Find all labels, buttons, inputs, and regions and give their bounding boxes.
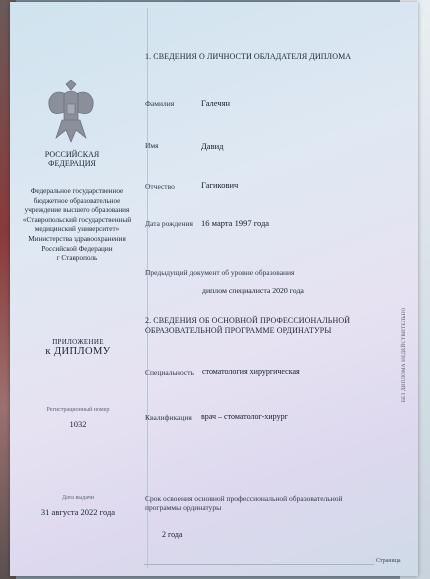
specialty-label: Специальность [145, 368, 194, 377]
appendix-line1: ПРИЛОЖЕНИЕ [52, 338, 104, 346]
page-label: Страница [376, 558, 401, 564]
previous-document-label: Предыдущий документ об уровне образования [145, 268, 295, 277]
coat-of-arms-emblem [44, 80, 98, 144]
issue-date-value: 31 августа 2022 года [40, 507, 116, 517]
institution-line: медицинский университет» [34, 225, 120, 234]
issue-date-block [24, 495, 132, 517]
appendix-title [28, 338, 128, 357]
qualification-label: Квалификация [145, 413, 192, 422]
section1-title: 1. СВЕДЕНИЯ О ЛИЧНОСТИ ОБЛАДАТЕЛЯ ДИПЛОМА [145, 52, 352, 61]
specialty-value: стоматология хирургическая [202, 367, 300, 376]
side-vertical-text: БЕЗ ДИПЛОМА НЕДЕЙСТВИТЕЛЬНО [402, 307, 407, 402]
section2-title-line2: ОБРАЗОВАТЕЛЬНОЙ ПРОГРАММЕ ОРДИНАТУРЫ [145, 326, 332, 335]
country-name [30, 150, 114, 168]
name-label: Имя [145, 141, 159, 150]
footer-line [144, 564, 374, 565]
registration-block [24, 407, 132, 429]
reg-number-label: Регистрационный номер [46, 407, 110, 413]
column-divider [147, 8, 148, 568]
institution-line: «Ставропольский государственный [22, 215, 132, 224]
qualification-value: врач – стоматолог-хирург [201, 412, 288, 421]
surname-label: Фамилия [145, 99, 175, 108]
institution-line: Министерства здравоохранения [28, 234, 126, 243]
reg-number-value: 1032 [69, 419, 87, 429]
patronymic-label: Отчество [145, 182, 175, 191]
institution-line: Российской Федерации [41, 244, 113, 253]
previous-document-value: диплом специалиста 2020 года [202, 286, 304, 295]
term-value: 2 года [162, 530, 183, 539]
term-label-line1: Срок освоения основной профессиональной образовательной [145, 494, 343, 503]
institution-line: учреждение высшего образования [24, 206, 130, 215]
country-line1: РОССИЙСКАЯ [44, 150, 100, 159]
surname-value: Галечян [201, 98, 231, 108]
appendix-line2: к ДИПЛОМУ [45, 346, 111, 357]
section2-title-line1: 2. СВЕДЕНИЯ ОБ ОСНОВНОЙ ПРОФЕССИОНАЛЬНОЙ [145, 316, 351, 325]
issue-date-label: Дата выдачи [61, 495, 95, 501]
section2-title [145, 316, 350, 336]
diploma-appendix-page [10, 2, 418, 576]
term-label [145, 494, 343, 512]
birth-date-label: Дата рождения [145, 219, 193, 228]
birth-date-value: 16 марта 1997 года [201, 218, 270, 228]
name-value: Давид [201, 141, 224, 151]
patronymic-value: Гагикович [201, 180, 239, 190]
institution-line: г Ставрополь [56, 254, 98, 263]
institution-line: Федеральное государственное [30, 187, 124, 195]
institution-line: бюджетное образовательное [33, 196, 121, 205]
country-line2: ФЕДЕРАЦИЯ [48, 159, 96, 168]
term-label-line2: программы ординатуры [145, 503, 222, 512]
institution-name [14, 187, 140, 264]
